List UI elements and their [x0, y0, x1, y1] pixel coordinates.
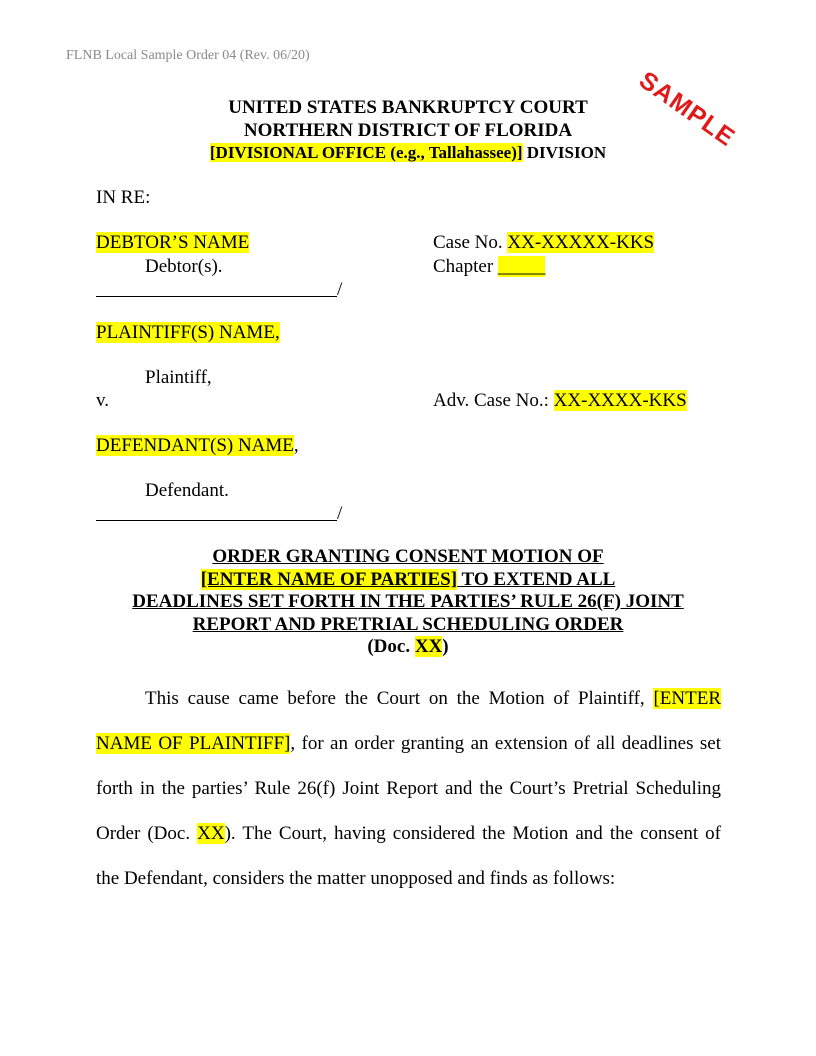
court-division	[0, 143, 816, 163]
debtor-name-placeholder: DEBTOR’S NAME	[96, 232, 250, 253]
court-district: NORTHERN DISTRICT OF FLORIDA	[243, 120, 573, 141]
doc-ref-suffix: )	[442, 636, 449, 657]
body-doc-placeholder: XX	[197, 823, 225, 844]
in-re-label: IN RE:	[96, 187, 151, 208]
plaintiff-label: Plaintiff,	[145, 367, 212, 388]
division-placeholder: [DIVISIONAL OFFICE (e.g., Tallahassee)]	[209, 143, 523, 162]
body-text-2: , for an order granting an extension of all deadlines set forth in the parties’ Rule 26(f) Joint Report and the Court’s Pretrial Scheduling Order (Doc.	[96, 733, 721, 844]
case-number-label: Case No.	[433, 232, 508, 253]
defendant-name-placeholder: DEFENDANT(S) NAME	[96, 435, 294, 456]
doc-ref-placeholder: XX	[414, 636, 443, 657]
defendant-comma: ,	[293, 435, 299, 456]
plaintiff-name-placeholder: PLAINTIFF(S) NAME	[96, 322, 275, 343]
order-title-line-3: DEADLINES SET FORTH IN THE PARTIES’ RULE 26(F) JOINT	[132, 591, 684, 612]
sample-stamp: SAMPLE	[633, 66, 741, 153]
adversary-case-number	[433, 390, 687, 412]
versus-label: v.	[96, 390, 110, 411]
order-title-line-2-suffix: TO EXTEND ALL	[457, 569, 616, 590]
adversary-case-label: Adv. Case No.:	[433, 390, 554, 411]
plaintiff-placeholder: [ENTER NAME OF PLAINTIFF]	[96, 688, 721, 754]
caption-divider-line-2	[96, 520, 337, 521]
chapter-label: Chapter	[433, 256, 498, 277]
adversary-case-placeholder: XX-XXXX-KKS	[553, 390, 687, 411]
order-title-line-2	[0, 569, 816, 591]
court-name: UNITED STATES BANKRUPTCY COURT	[228, 97, 588, 118]
order-title-line-1: ORDER GRANTING CONSENT MOTION OF	[212, 546, 604, 567]
order-title-doc-ref	[0, 636, 816, 658]
caption-divider-line	[96, 296, 337, 297]
chapter	[433, 256, 545, 278]
case-number-placeholder: XX-XXXXX-KKS	[507, 232, 655, 253]
defendant-label: Defendant.	[145, 480, 229, 501]
case-number	[433, 232, 654, 254]
debtor-name	[96, 232, 249, 254]
body-text-1: This cause came before the Court on the Motion of Plaintiff,	[145, 688, 654, 709]
parties-placeholder: [ENTER NAME OF PARTIES]	[200, 569, 458, 590]
division-suffix: DIVISION	[522, 143, 607, 162]
form-identifier: FLNB Local Sample Order 04 (Rev. 06/20)	[66, 48, 310, 63]
body-text-3: ). The Court, having considered the Motion and the consent of the Defendant, considers the matter unopposed and finds as follows:	[96, 823, 721, 889]
order-body-paragraph	[96, 676, 721, 901]
caption-slash-2: /	[337, 503, 343, 524]
debtor-label: Debtor(s).	[145, 256, 223, 277]
caption-slash: /	[337, 279, 343, 300]
order-title-line-4: REPORT AND PRETRIAL SCHEDULING ORDER	[192, 614, 624, 635]
defendant-name	[96, 435, 299, 457]
plaintiff-name	[96, 322, 280, 344]
chapter-placeholder: _____	[497, 256, 546, 277]
plaintiff-comma: ,	[274, 322, 280, 343]
doc-ref-prefix: (Doc.	[367, 636, 415, 657]
